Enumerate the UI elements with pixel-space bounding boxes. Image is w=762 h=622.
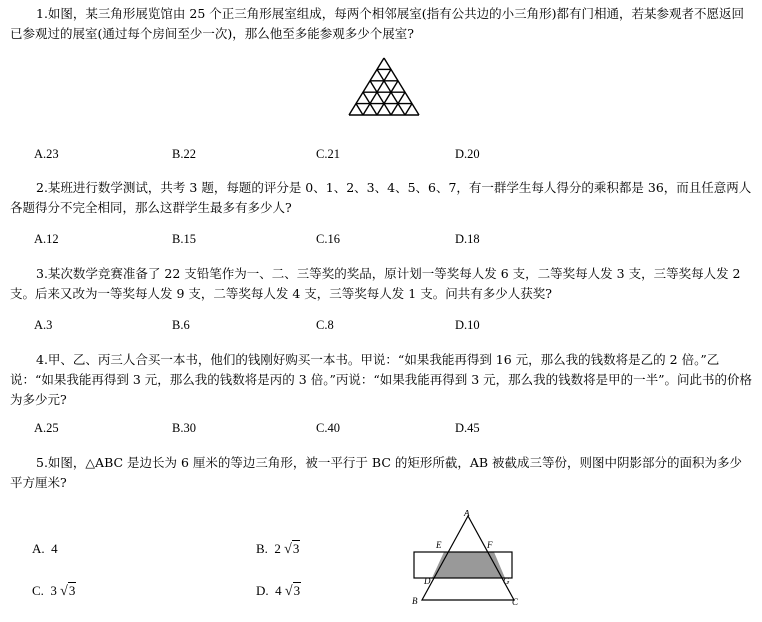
question-2-text: 2.某班进行数学测试，共考 3 题，每题的评分是 0、1、2、3、4、5、6、7，有一群学生每人得分的乘积都是 36，而且任意两人各题得分不完全相同，那么这群学生最多有多少人?: [10, 180, 752, 215]
q3-option-b[interactable]: B.6: [172, 318, 190, 332]
q2-option-d[interactable]: D.18: [455, 232, 480, 246]
q5-option-d-sqrt: √3: [284, 583, 301, 599]
q1-option-d[interactable]: D.20: [455, 147, 480, 161]
question-4: [10, 350, 752, 410]
q5-option-b-sqrt: √3: [284, 541, 300, 557]
q5-option-a-coef: 4: [51, 541, 58, 556]
q5-option-d[interactable]: [256, 583, 301, 600]
label-a: A: [464, 510, 470, 518]
label-f: F: [487, 540, 493, 550]
q1-option-c[interactable]: C.21: [316, 147, 340, 161]
q5-option-a[interactable]: [32, 541, 58, 557]
q5-option-c-radicand: 3: [68, 583, 76, 598]
q2-option-b[interactable]: B.15: [172, 232, 196, 246]
q1-option-a[interactable]: A.23: [34, 147, 59, 161]
q2-option-c[interactable]: C.16: [316, 232, 340, 246]
question-1-text: 1.如图，某三角形展览馆由 25 个正三角形展室组成，每两个相邻展室(指有公共边的小三角形)都有门相通，若某参观者不愿返回已参观过的展室(通过每个房间至少一次)，那么他至多能参观多少个展室?: [10, 6, 745, 41]
q5-option-b-letter: B.: [256, 541, 268, 556]
label-e: E: [436, 540, 442, 550]
q5-option-b-radicand: 3: [292, 541, 300, 556]
triangle-rectangle-figure: [408, 510, 538, 610]
q5-option-d-letter: D.: [256, 583, 269, 598]
q5-option-c[interactable]: [32, 583, 76, 600]
label-b: B: [412, 596, 418, 606]
q5-option-c-letter: C.: [32, 583, 44, 598]
q5-option-b-coef: 2: [274, 541, 281, 556]
grid-line: [384, 58, 419, 115]
question-1: [10, 4, 752, 44]
q5-option-a-letter: A.: [32, 541, 45, 556]
label-d: D: [424, 576, 431, 586]
q3-option-c[interactable]: C.8: [316, 318, 334, 332]
triangle-grid-figure: [346, 55, 426, 119]
q5-option-b[interactable]: [256, 541, 300, 558]
q4-option-c[interactable]: C.40: [316, 421, 340, 435]
question-5: [10, 453, 752, 493]
question-3-text: 3.某次数学竞赛准备了 22 支铅笔作为一、二、三等奖的奖品，原计划一等奖每人发 6 支，二等奖每人发 3 支，三等奖每人发 2 支。后来又改为一等奖每人发 9 支，二等奖每人发 4 支，三等奖每人发 1 支。问共有多少人获奖?: [10, 266, 741, 301]
q1-option-b[interactable]: B.22: [172, 147, 196, 161]
q5-option-d-radicand: 3: [293, 583, 301, 598]
label-c: C: [512, 597, 519, 607]
q4-option-a[interactable]: A.25: [34, 421, 59, 435]
grid-line: [356, 104, 363, 115]
question-2: [10, 178, 752, 218]
shaded-region: [432, 552, 505, 578]
q5-option-c-coef: 3: [50, 583, 57, 598]
q3-option-d[interactable]: D.10: [455, 318, 480, 332]
grid-line: [349, 58, 384, 115]
question-5-text: 5.如图，△ABC 是边长为 6 厘米的等边三角形，被一平行于 BC 的矩形所截，AB 被截成三等份，则图中阴影部分的面积为多少平方厘米?: [10, 455, 743, 490]
label-g: G: [503, 576, 510, 586]
q4-option-d[interactable]: D.45: [455, 421, 480, 435]
q2-option-a[interactable]: A.12: [34, 232, 59, 246]
q4-option-b[interactable]: B.30: [172, 421, 196, 435]
question-4-text: 4.甲、乙、丙三人合买一本书，他们的钱刚好购买一本书。甲说：“如果我能再得到 16 元，那么我的钱数将是乙的 2 倍。”乙说：“如果我能再得到 3 元，那么我的钱数将是丙的 3 倍。”丙说：“如果我能再得到 3 元，那么我的钱数将是甲的一半”。问此书的价格为多少元?: [10, 352, 753, 407]
q5-option-c-sqrt: √3: [60, 583, 76, 599]
question-3: [10, 264, 752, 304]
q3-option-a[interactable]: A.3: [34, 318, 53, 332]
grid-line: [405, 104, 412, 115]
q5-option-d-coef: 4: [275, 583, 282, 598]
